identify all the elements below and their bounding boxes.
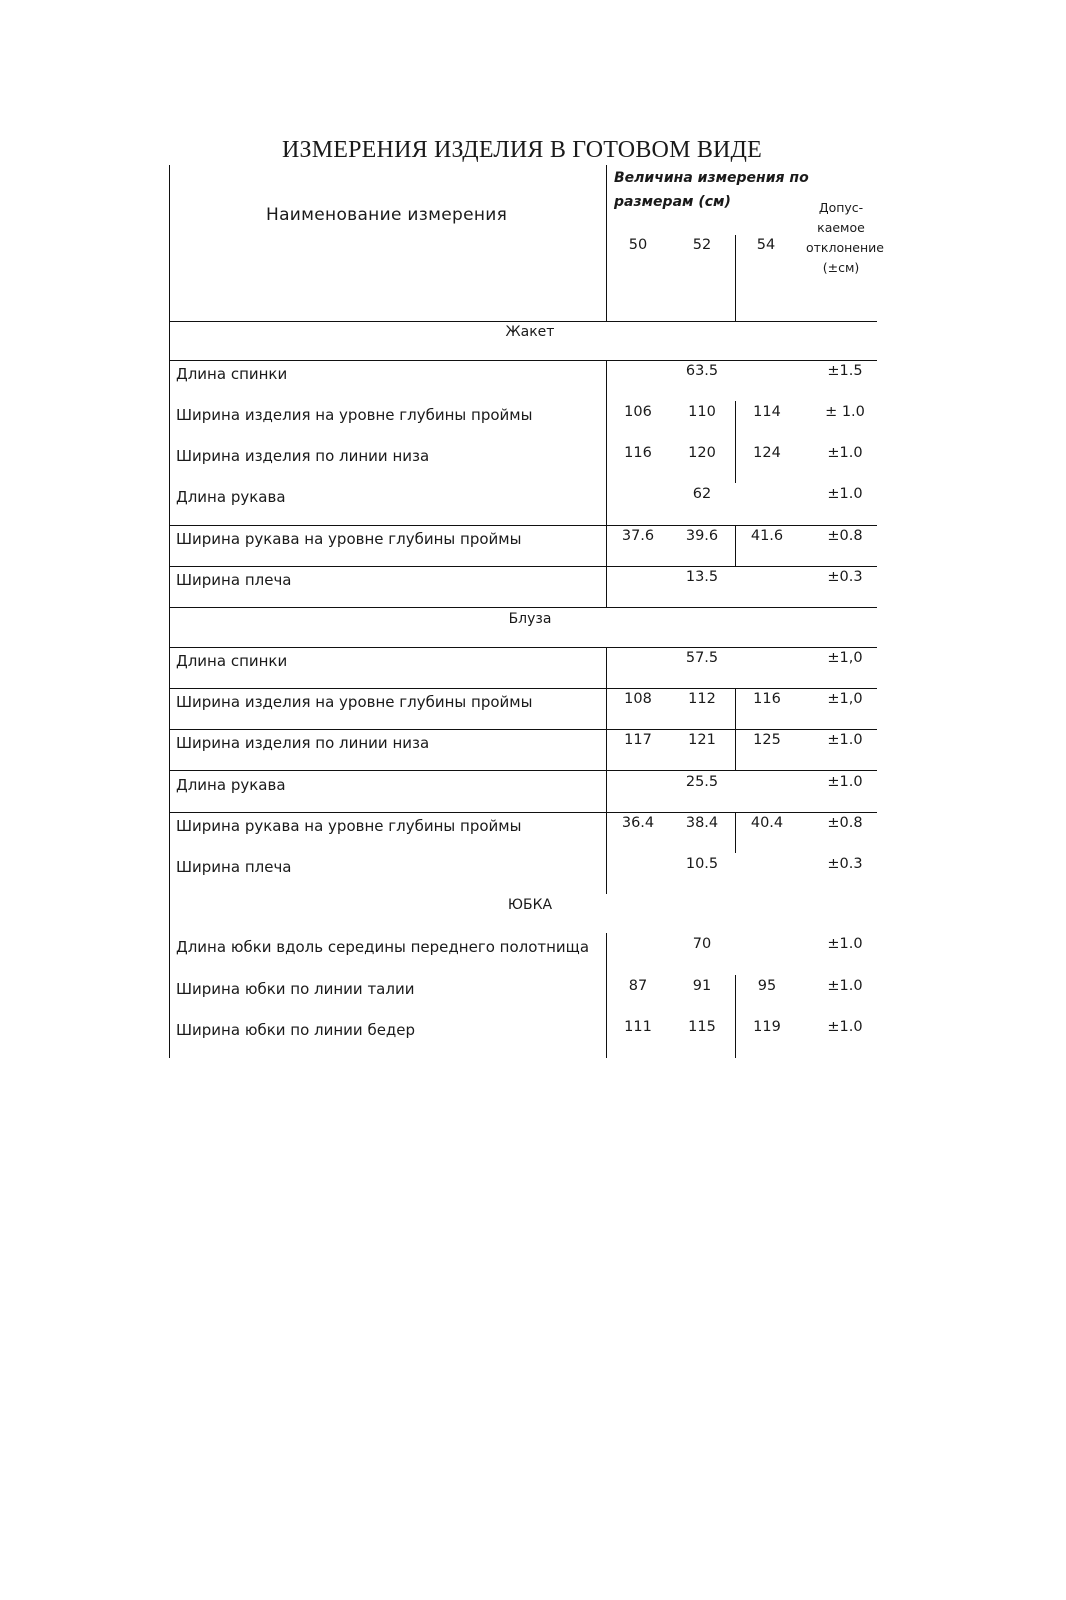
value-size-50: 87 (628, 978, 648, 994)
table-rule (735, 525, 736, 566)
value-size-52: 39.6 (685, 528, 719, 544)
row-name: Ширина юбки по линии талии (176, 980, 415, 998)
value-size-50: 106 (624, 404, 652, 420)
table-rule (606, 933, 607, 1058)
value-size-52: 25.5 (685, 774, 719, 790)
tolerance-value: ±1,0 (827, 650, 863, 666)
section-title: Жакет (505, 324, 555, 340)
table-rule (169, 165, 170, 1058)
section-title: Блуза (508, 611, 552, 627)
tolerance-value: ±1.0 (827, 445, 863, 461)
value-size-50: 108 (624, 691, 652, 707)
value-size-52: 121 (688, 732, 716, 748)
row-name: Длина рукава (176, 488, 286, 506)
tolerance-value: ±1.5 (827, 363, 863, 379)
tolerance-value: ±1,0 (827, 691, 863, 707)
value-size-50: 117 (624, 732, 652, 748)
header-tol-line-2: каемое (817, 220, 865, 235)
value-size-52: 62 (692, 486, 712, 502)
value-size-54: 116 (753, 691, 781, 707)
table-rule (169, 566, 877, 567)
table-rule (169, 321, 877, 322)
table-rule (169, 770, 877, 771)
tolerance-value: ±1.0 (827, 774, 863, 790)
row-name: Длина рукава (176, 776, 286, 794)
row-name: Ширина плеча (176, 858, 292, 876)
table-rule (606, 165, 607, 321)
tolerance-value: ±1.0 (827, 732, 863, 748)
row-name: Ширина плеча (176, 571, 292, 589)
table-rule (606, 360, 607, 607)
table-rule (169, 812, 877, 813)
value-size-54: 114 (753, 404, 781, 420)
table-rule (169, 729, 877, 730)
row-name: Длина спинки (176, 652, 288, 670)
row-name: Ширина изделия на уровне глубины проймы (176, 406, 533, 424)
value-size-52: 57.5 (685, 650, 719, 666)
table-rule (169, 360, 877, 361)
value-size-52: 112 (688, 691, 716, 707)
row-name: Длина спинки (176, 365, 288, 383)
tolerance-value: ±0.8 (827, 815, 863, 831)
value-size-52: 120 (688, 445, 716, 461)
value-size-52: 63.5 (685, 363, 719, 379)
table-rule (169, 688, 877, 689)
table-rule (606, 647, 607, 894)
tolerance-value: ±1.0 (827, 1019, 863, 1035)
value-size-52: 70 (692, 936, 712, 952)
header-size-50: 50 (628, 237, 648, 253)
value-size-50: 37.6 (621, 528, 655, 544)
header-size-52: 52 (692, 237, 712, 253)
tolerance-value: ±1.0 (827, 936, 863, 952)
value-size-54: 95 (757, 978, 777, 994)
value-size-50: 36.4 (621, 815, 655, 831)
value-size-52: 13.5 (685, 569, 719, 585)
header-value-line-2: размерам (см) (614, 194, 731, 210)
section-title: ЮБКА (507, 897, 553, 913)
value-size-54: 124 (753, 445, 781, 461)
header-size-54: 54 (756, 237, 776, 253)
header-tol-line-1: Допус- (818, 200, 864, 215)
tolerance-value: ±0.8 (827, 528, 863, 544)
header-tol-line-3: отклонение (806, 240, 884, 255)
row-name: Ширина рукава на уровне глубины проймы (176, 530, 522, 548)
table-rule (169, 525, 877, 526)
table-rule (169, 607, 877, 608)
header-measurement-name: Наименование измерения (266, 205, 508, 225)
value-size-54: 125 (753, 732, 781, 748)
value-size-50: 116 (624, 445, 652, 461)
tolerance-value: ±0.3 (827, 569, 863, 585)
table-rule (735, 812, 736, 853)
row-name: Длина юбки вдоль середины переднего полотнища (176, 938, 590, 956)
value-size-52: 38.4 (685, 815, 719, 831)
row-name: Ширина изделия на уровне глубины проймы (176, 693, 533, 711)
value-size-50: 111 (624, 1019, 652, 1035)
value-size-52: 91 (692, 978, 712, 994)
tolerance-value: ± 1.0 (825, 404, 865, 420)
table-rule (735, 401, 736, 483)
table-rule (169, 647, 877, 648)
value-size-52: 110 (688, 404, 716, 420)
header-tol-line-4: (±см) (822, 260, 860, 275)
value-size-54: 40.4 (750, 815, 784, 831)
tolerance-value: ±1.0 (827, 978, 863, 994)
value-size-54: 41.6 (750, 528, 784, 544)
value-size-52: 10.5 (685, 856, 719, 872)
header-tolerance (806, 198, 884, 278)
value-size-54: 119 (753, 1019, 781, 1035)
header-value-line-1: Величина измерения по (614, 170, 809, 186)
row-name: Ширина изделия по линии низа (176, 734, 430, 752)
value-size-52: 115 (688, 1019, 716, 1035)
table-rule (735, 688, 736, 770)
header-measurement-value (614, 166, 814, 214)
row-name: Ширина изделия по линии низа (176, 447, 430, 465)
row-name: Ширина рукава на уровне глубины проймы (176, 817, 522, 835)
tolerance-value: ±0.3 (827, 856, 863, 872)
tolerance-value: ±1.0 (827, 486, 863, 502)
row-name: Ширина юбки по линии бедер (176, 1021, 416, 1039)
table-rule (735, 975, 736, 1058)
table-rule (735, 235, 736, 321)
document-title: ИЗМЕРЕНИЯ ИЗДЕЛИЯ В ГОТОВОМ ВИДЕ (281, 137, 762, 163)
